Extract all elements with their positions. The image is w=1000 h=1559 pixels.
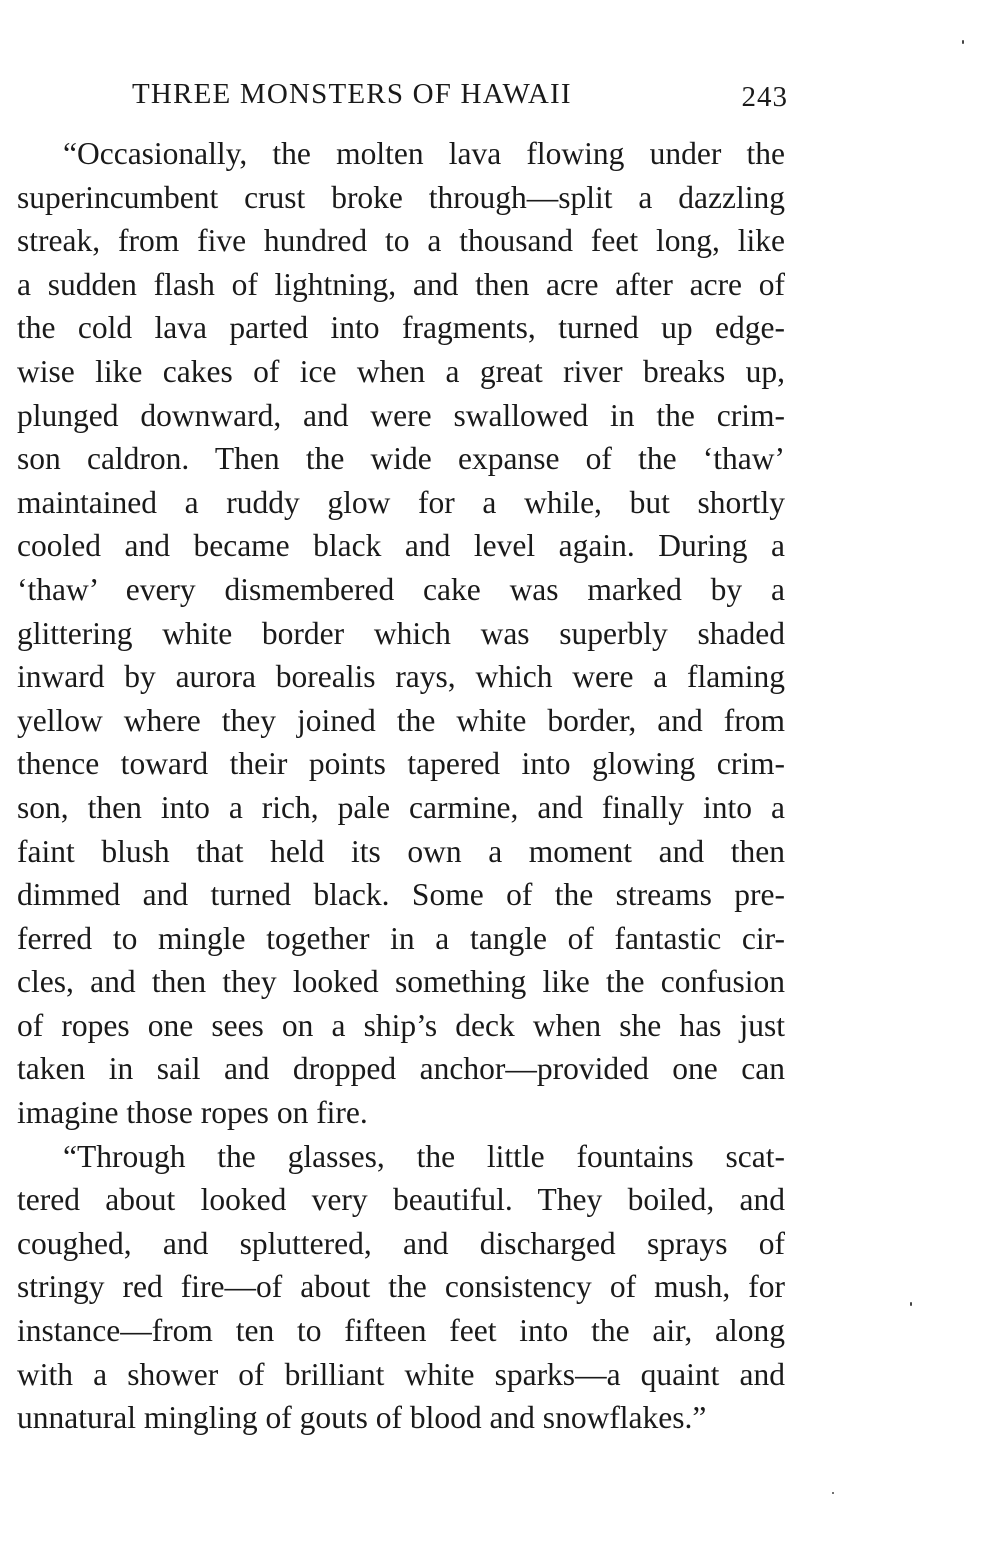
page-number: 243 <box>741 81 788 113</box>
text-line: maintained a ruddy glow for a while, but shortly <box>17 484 785 520</box>
text-line: stringy red fire—of about the consistency of mush, for <box>17 1269 785 1305</box>
text-line: tered about looked very beautiful. They boiled, and <box>17 1182 785 1218</box>
text-line: “Occasionally, the molten lava flowing under the <box>63 136 785 171</box>
text-line: yellow where they joined the white border, and from <box>17 702 785 738</box>
text-line: inward by aurora borealis rays, which were a flaming <box>17 659 785 695</box>
text-line: coughed, and spluttered, and discharged sprays of <box>17 1225 785 1261</box>
text-line: plunged downward, and were swallowed in the crim- <box>17 397 785 433</box>
text-line: imagine those ropes on fire. <box>17 1095 368 1131</box>
text-line: superincumbent crust broke through—split a dazzling <box>17 179 785 215</box>
text-line: streak, from five hundred to a thousand feet long, like <box>17 223 785 259</box>
running-head <box>132 74 792 114</box>
text-line: taken in sail and dropped anchor—provided one can <box>17 1051 785 1087</box>
text-line: of ropes one sees on a ship’s deck when she has just <box>17 1007 785 1043</box>
text-line: instance—from ten to fifteen feet into the air, along <box>17 1313 785 1349</box>
paragraph-1 <box>17 132 785 1135</box>
text-line: faint blush that held its own a moment and then <box>17 833 785 869</box>
text-line: with a shower of brilliant white sparks—a quaint and <box>17 1356 785 1392</box>
running-title: THREE MONSTERS OF HAWAII <box>132 78 572 110</box>
text-line: son, then into a rich, pale carmine, and finally into a <box>17 789 785 825</box>
text-line: ‘thaw’ every dismembered cake was marked by a <box>17 571 785 607</box>
text-line: “Through the glasses, the little fountains scat- <box>63 1138 785 1174</box>
scan-speck <box>832 1492 834 1494</box>
text-line: thence toward their points tapered into glowing crim- <box>17 746 785 782</box>
text-line: unnatural mingling of gouts of blood and snowflakes.” <box>17 1400 707 1436</box>
text-line: son caldron. Then the wide expanse of the ‘thaw’ <box>17 441 785 477</box>
text-line: cooled and became black and level again. During a <box>17 528 785 564</box>
text-line: the cold lava parted into fragments, turned up edge- <box>17 310 785 346</box>
text-line: cles, and then they looked something like the confusion <box>17 964 785 1000</box>
text-line: glittering white border which was superbly shaded <box>17 615 785 651</box>
paragraph-2 <box>17 1135 785 1440</box>
text-line: ferred to mingle together in a tangle of fantastic cir- <box>17 920 785 956</box>
text-line: a sudden flash of lightning, and then acre after acre of <box>17 266 785 302</box>
text-line: wise like cakes of ice when a great river breaks up, <box>17 353 785 389</box>
scan-speck <box>962 40 964 44</box>
body-text <box>17 132 785 1440</box>
text-line: dimmed and turned black. Some of the streams pre- <box>17 877 785 913</box>
scan-speck <box>910 1302 912 1306</box>
